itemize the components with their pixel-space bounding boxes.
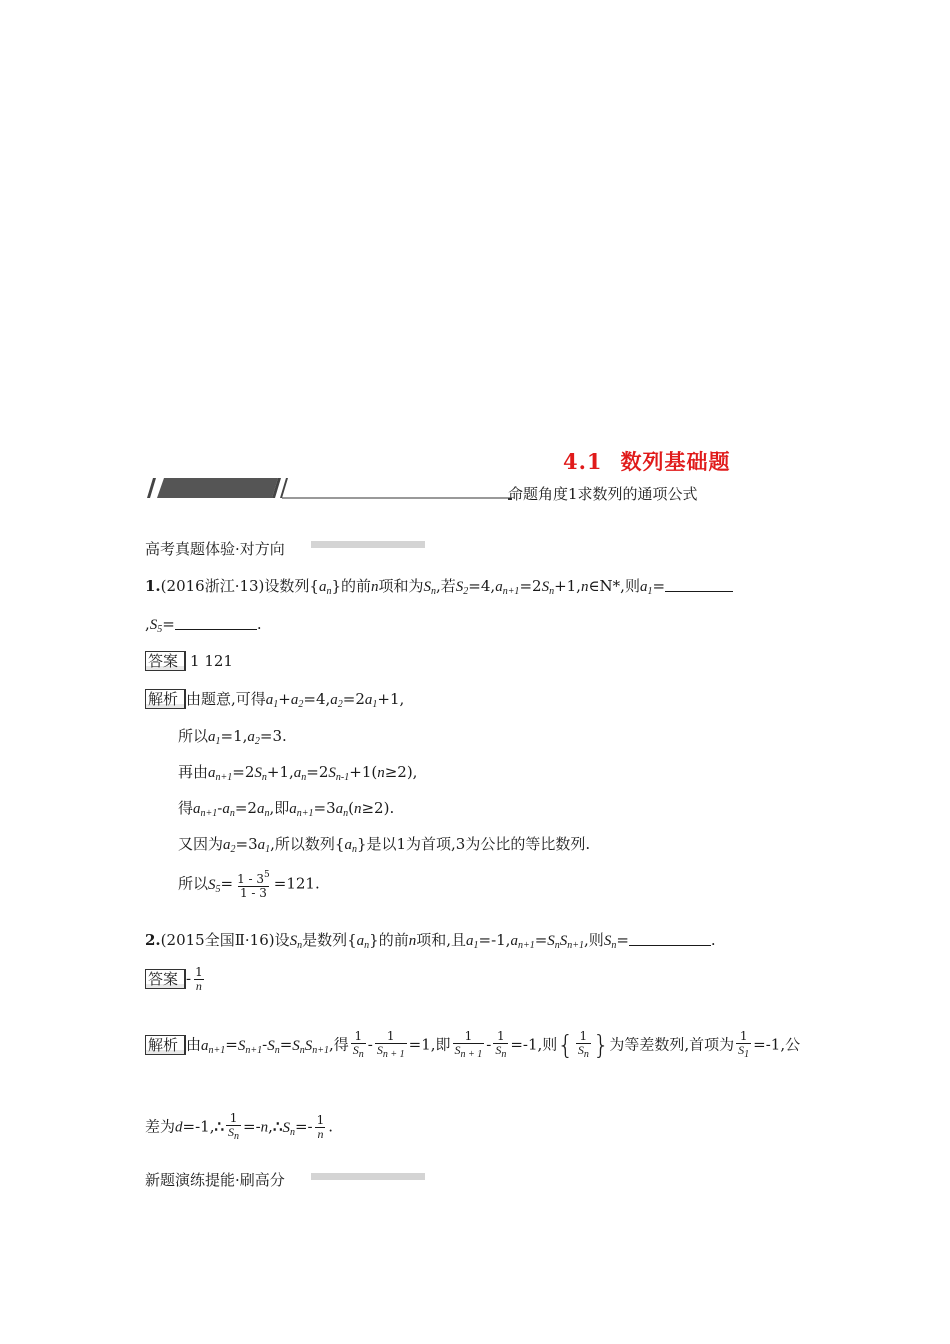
- section-new-practice: 新题演练提能·刷高分: [145, 1171, 285, 1189]
- answer-blank: [629, 931, 711, 946]
- solution-line-3: 再由$a_{n+1}=2S_n+1,a_n=2S_{n-1}+1(n\ge 2)$,: [178, 763, 418, 783]
- banner-stripe-left: [147, 478, 156, 498]
- question-source: (2016浙江·13): [160, 577, 265, 595]
- section-number: 4.1: [563, 449, 603, 474]
- answer-row: [145, 651, 233, 671]
- answer-blank: [175, 615, 257, 630]
- question-number: 2.: [145, 931, 161, 949]
- solution-2-line-2: 差为d=-1,∴ $\frac{1}{S_n}$ $=-n,\therefore S_n=-$ $\frac{1}{n}$ .: [145, 1111, 334, 1142]
- answer-value: 1 121: [190, 652, 233, 670]
- section-banner: [144, 473, 544, 503]
- answer-row-2: 答案 - $\frac{1}{n}$: [145, 966, 207, 993]
- page-title: [563, 446, 731, 476]
- banner-outline: [280, 478, 288, 498]
- question-source: (2015全国Ⅱ·16): [160, 931, 275, 949]
- solution-line-6: 所以$S_5=$ $\frac{1 - 3^5}{1 - 3}$ =121.: [178, 870, 320, 900]
- question-2: 2.(2015全国Ⅱ·16)设$S_n$是数列$\{a_n\}$的前n项和,且$a_1=-1,a_{n+1}=S_nS_{n+1}$,则$S_n=$ .: [145, 931, 716, 951]
- question-number: 1.: [145, 577, 161, 595]
- analysis-tag: 解析: [145, 689, 186, 709]
- answer-fraction: $\frac{1}{n}$: [195, 965, 203, 993]
- solution-line-1: 解析 由题意,可得$a_1+a_2=4,a_2=2a_1+1$,: [145, 688, 404, 710]
- solution-2-line-1: 解析 由$a_{n+1}=S_{n+1}-S_n=S_nS_{n+1}$,得 $\frac{1}{S_n}$ - $\frac{1}{S_{n + 1}}$ =1,即 $\frac{1}{S_{n + 1}}$ - $\frac{1}{S_n}$ =-1,则{ $\frac{1}{S_n}$ }为等差数列,首项为 $\frac{1}{S_1}$ =-1,公: [145, 1030, 800, 1061]
- question-1: 1.(2016浙江·13)设数列$\{a_n\}$的前n项和为$S_n$,若$S_2=4,a_{n+1}=2S_n+1,n\in N*$,则$a_1=$: [145, 575, 733, 597]
- section-title: 数列基础题: [620, 449, 731, 474]
- solution-line-5: 又因为$a_2=3a_1$,所以数列$\{a_n\}$是以1为首项,3为公比的等比数列.: [178, 835, 591, 855]
- banner-dark-block: [157, 478, 278, 498]
- fraction: $\frac{1 - 3^5}{1 - 3}$: [237, 870, 270, 900]
- answer-tag: 答案: [145, 651, 186, 671]
- angle-label: 命题角度1求数列的通项公式: [508, 485, 698, 503]
- answer-blank: [665, 577, 733, 592]
- section-bar: [311, 1173, 425, 1180]
- answer-tag: 答案: [145, 969, 186, 989]
- solution-line-2: 所以$a_1=1,a_2=3$.: [178, 727, 287, 747]
- section-bar: [311, 541, 425, 548]
- question-1-cont: $,S_5=$ .: [145, 615, 262, 635]
- analysis-tag: 解析: [145, 1035, 186, 1055]
- section-real-exam: 高考真题体验·对方向: [145, 540, 285, 558]
- solution-line-4: 得$a_{n+1}-a_n=2a_n$,即$a_{n+1}=3a_n(n\ge 2)$.: [178, 799, 395, 819]
